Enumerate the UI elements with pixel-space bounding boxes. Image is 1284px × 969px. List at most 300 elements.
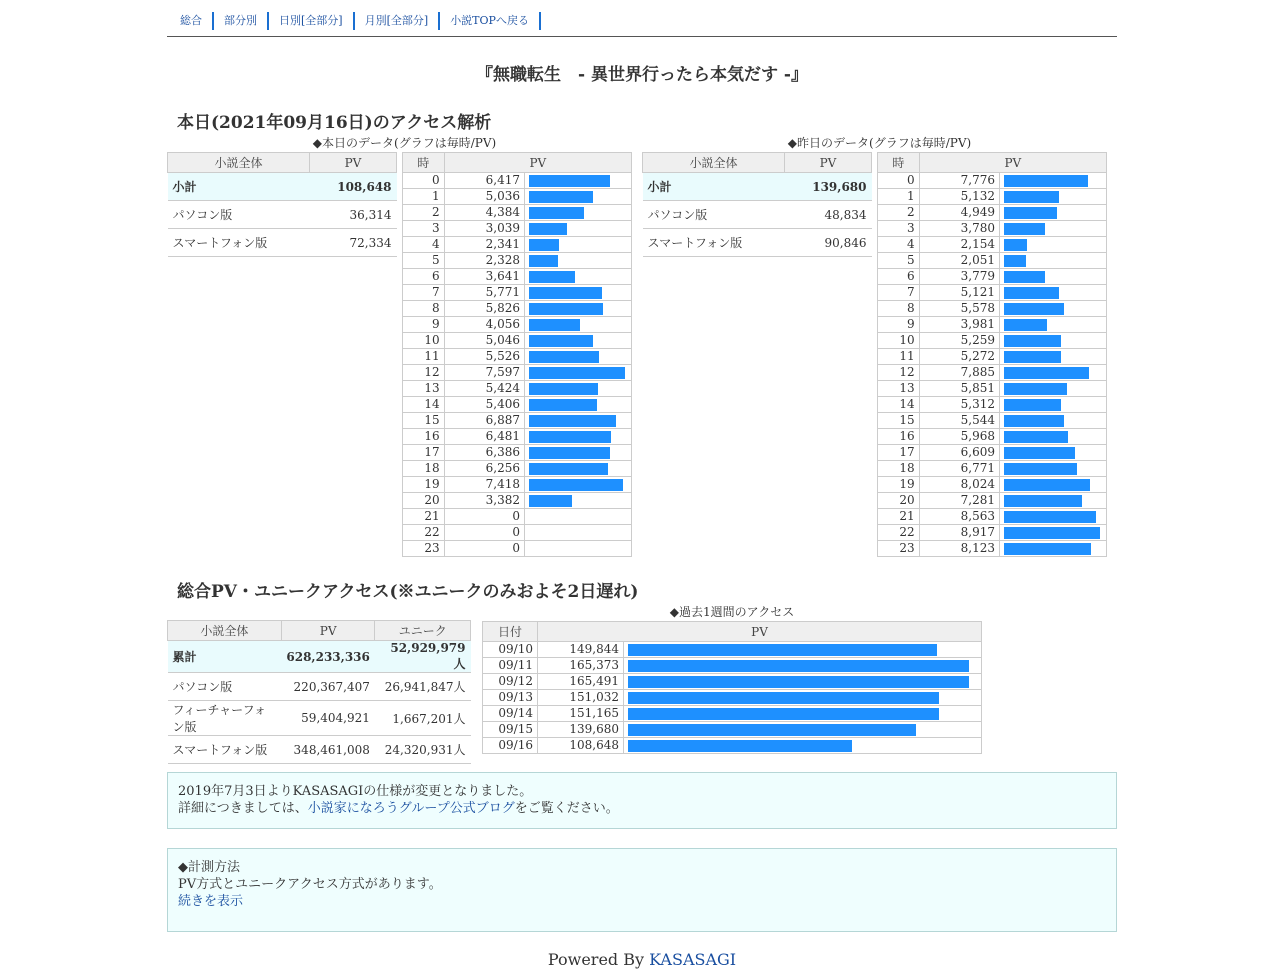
bar-cell <box>525 541 632 557</box>
row-label: 小計 <box>643 173 785 201</box>
yesterday-summary-table <box>642 152 872 257</box>
hour-row <box>878 445 1107 461</box>
hour-pv-cell: 2,341 <box>444 237 524 253</box>
hour-pv-cell: 7,885 <box>919 365 999 381</box>
pv-bar <box>1004 527 1100 539</box>
bar-cell <box>525 173 632 189</box>
bar-cell <box>1000 221 1107 237</box>
today-caption: ◆本日のデータ(グラフは毎時/PV) <box>312 136 497 150</box>
hour-cell: 10 <box>878 333 920 349</box>
summary-row <box>643 229 872 257</box>
row-pv: 90,846 <box>784 229 871 257</box>
summary-row <box>168 173 397 201</box>
week-row <box>483 674 982 690</box>
row-pv: 36,314 <box>309 201 396 229</box>
pv-bar <box>1004 495 1082 507</box>
bar-cell <box>525 205 632 221</box>
hour-row <box>403 253 632 269</box>
hour-row <box>403 205 632 221</box>
row-pv: 59,404,921 <box>281 701 375 736</box>
hour-pv-cell: 5,046 <box>444 333 524 349</box>
pv-bar <box>628 708 939 720</box>
bar-cell <box>525 413 632 429</box>
hour-row <box>403 333 632 349</box>
hour-row <box>878 269 1107 285</box>
hour-pv-cell: 3,981 <box>919 317 999 333</box>
bar-cell <box>1000 413 1107 429</box>
col-header-pv: PV <box>538 622 982 642</box>
pv-bar <box>529 415 616 427</box>
hour-row <box>878 509 1107 525</box>
hour-row <box>403 317 632 333</box>
row-pv: 348,461,008 <box>281 736 375 764</box>
hour-pv-cell: 5,036 <box>444 189 524 205</box>
bar-cell <box>525 189 632 205</box>
pv-bar <box>1004 239 1027 251</box>
bar-cell <box>1000 525 1107 541</box>
row-pv: 628,233,336 <box>281 641 375 673</box>
hour-pv-cell: 4,949 <box>919 205 999 221</box>
hour-pv-cell: 3,779 <box>919 269 999 285</box>
today-summary-table <box>167 152 397 257</box>
col-header-hour: 時 <box>878 153 920 173</box>
hour-pv-cell: 5,826 <box>444 301 524 317</box>
week-row <box>483 722 982 738</box>
hour-cell: 2 <box>403 205 445 221</box>
bar-cell <box>1000 461 1107 477</box>
hour-cell: 9 <box>403 317 445 333</box>
week-caption: ◆過去1週間のアクセス <box>669 605 795 619</box>
pv-bar <box>529 319 580 331</box>
hour-pv-cell: 7,281 <box>919 493 999 509</box>
today-heading: 本日(2021年09月16日)のアクセス解析 <box>177 113 492 133</box>
pv-bar <box>1004 447 1075 459</box>
hour-cell: 19 <box>878 477 920 493</box>
hour-row <box>878 205 1107 221</box>
bar-cell <box>1000 445 1107 461</box>
col-header-pv: PV <box>309 153 396 173</box>
hour-pv-cell: 0 <box>444 541 524 557</box>
hour-row <box>403 237 632 253</box>
bar-cell <box>525 317 632 333</box>
bar-cell <box>1000 365 1107 381</box>
col-header-date: 日付 <box>483 622 538 642</box>
pv-bar <box>529 351 599 363</box>
hour-row <box>878 301 1107 317</box>
row-label: スマートフォン版 <box>168 229 310 257</box>
pv-bar <box>1004 175 1088 187</box>
bar-cell <box>525 381 632 397</box>
bar-cell <box>1000 205 1107 221</box>
hour-cell: 21 <box>403 509 445 525</box>
pv-bar <box>1004 431 1068 443</box>
powered-text: Powered By <box>547 950 650 969</box>
hour-pv-cell: 0 <box>444 509 524 525</box>
hour-pv-cell: 3,780 <box>919 221 999 237</box>
hour-cell: 18 <box>403 461 445 477</box>
col-header-hour: 時 <box>403 153 445 173</box>
bar-cell <box>1000 541 1107 557</box>
total-table <box>167 620 471 764</box>
hour-row <box>878 525 1107 541</box>
hour-pv-cell: 5,851 <box>919 381 999 397</box>
row-label: フィーチャーフォン版 <box>168 701 282 736</box>
hour-pv-cell: 5,968 <box>919 429 999 445</box>
hour-pv-cell: 5,406 <box>444 397 524 413</box>
bar-cell <box>624 658 982 674</box>
bar-cell <box>1000 253 1107 269</box>
hour-row <box>878 381 1107 397</box>
hour-pv-cell: 5,312 <box>919 397 999 413</box>
hour-pv-cell: 0 <box>444 525 524 541</box>
bar-cell <box>1000 269 1107 285</box>
hour-pv-cell: 6,417 <box>444 173 524 189</box>
today-hourly-table <box>402 152 632 557</box>
bar-cell <box>525 397 632 413</box>
hour-cell: 14 <box>878 397 920 413</box>
hour-row <box>403 269 632 285</box>
hour-row <box>403 445 632 461</box>
col-header-pv: PV <box>444 153 631 173</box>
hour-cell: 16 <box>878 429 920 445</box>
pv-bar <box>628 644 937 656</box>
hour-row <box>878 253 1107 269</box>
hour-pv-cell: 5,132 <box>919 189 999 205</box>
notice-line2 <box>178 800 1106 817</box>
hour-pv-cell: 6,887 <box>444 413 524 429</box>
pv-bar <box>1004 415 1064 427</box>
pv-bar <box>529 495 572 507</box>
pv-bar <box>529 463 608 475</box>
week-row <box>483 738 982 754</box>
pv-bar <box>1004 223 1045 235</box>
bar-cell <box>525 365 632 381</box>
pv-bar <box>1004 255 1026 267</box>
pv-bar <box>1004 191 1059 203</box>
row-label: 小計 <box>168 173 310 201</box>
hour-row <box>878 189 1107 205</box>
hour-pv-cell: 5,578 <box>919 301 999 317</box>
pv-bar <box>1004 383 1067 395</box>
summary-row <box>643 173 872 201</box>
pv-bar <box>628 692 939 704</box>
hour-cell: 8 <box>878 301 920 317</box>
hour-pv-cell: 6,609 <box>919 445 999 461</box>
hour-cell: 14 <box>403 397 445 413</box>
row-label: スマートフォン版 <box>168 736 282 764</box>
hour-cell: 21 <box>878 509 920 525</box>
pv-bar <box>1004 511 1096 523</box>
col-header-pv: PV <box>281 621 375 641</box>
nav-link-daily[interactable]: 日別[全部分] <box>269 12 355 30</box>
hour-cell: 3 <box>403 221 445 237</box>
notice-text: をご覧ください。 <box>514 801 619 816</box>
bar-cell <box>525 509 632 525</box>
hour-pv-cell: 2,051 <box>919 253 999 269</box>
pv-bar <box>1004 287 1059 299</box>
bar-cell <box>525 445 632 461</box>
hour-pv-cell: 3,039 <box>444 221 524 237</box>
bar-cell <box>624 642 982 658</box>
notice-line1: 2019年7月3日よりKASASAGIの仕様が変更となりました。 <box>178 784 533 799</box>
hour-pv-cell: 8,123 <box>919 541 999 557</box>
col-header-novel: 小説全体 <box>168 621 282 641</box>
nav-link-by-part[interactable]: 部分別 <box>214 12 269 30</box>
bar-cell <box>525 493 632 509</box>
hour-pv-cell: 7,597 <box>444 365 524 381</box>
nav-link-monthly[interactable]: 月別[全部分] <box>355 12 441 30</box>
hour-row <box>878 413 1107 429</box>
pv-bar <box>1004 351 1061 363</box>
notice-box <box>167 772 1117 829</box>
hour-cell: 6 <box>403 269 445 285</box>
pv-bar <box>1004 399 1061 411</box>
pv-bar <box>1004 271 1045 283</box>
bar-cell <box>1000 301 1107 317</box>
bar-cell <box>525 477 632 493</box>
pv-bar <box>1004 207 1057 219</box>
hour-pv-cell: 4,384 <box>444 205 524 221</box>
yesterday-hourly-table <box>877 152 1107 557</box>
bar-cell <box>525 349 632 365</box>
date-cell: 09/12 <box>483 674 538 690</box>
summary-row <box>168 201 397 229</box>
bar-cell <box>1000 173 1107 189</box>
hour-row <box>878 397 1107 413</box>
method-text: PV方式とユニークアクセス方式があります。 <box>178 877 442 892</box>
week-pv-cell: 108,648 <box>538 738 624 754</box>
row-unique: 26,941,847人 <box>375 673 471 701</box>
hour-row <box>878 285 1107 301</box>
hour-cell: 5 <box>403 253 445 269</box>
hour-row <box>403 365 632 381</box>
hour-row <box>878 365 1107 381</box>
hour-cell: 9 <box>878 317 920 333</box>
week-row <box>483 706 982 722</box>
row-unique: 1,667,201人 <box>375 701 471 736</box>
week-pv-cell: 165,373 <box>538 658 624 674</box>
bar-cell <box>1000 397 1107 413</box>
bar-cell <box>525 221 632 237</box>
hour-pv-cell: 8,024 <box>919 477 999 493</box>
hour-cell: 5 <box>878 253 920 269</box>
hour-pv-cell: 5,121 <box>919 285 999 301</box>
pv-bar <box>628 676 969 688</box>
hour-pv-cell: 7,418 <box>444 477 524 493</box>
method-box <box>167 848 1117 932</box>
bar-cell <box>525 237 632 253</box>
hour-pv-cell: 8,563 <box>919 509 999 525</box>
bar-cell <box>1000 333 1107 349</box>
pv-bar <box>529 175 610 187</box>
pv-bar <box>1004 543 1091 555</box>
week-row <box>483 642 982 658</box>
blog-link[interactable]: 小説家になろうグループ公式ブログ <box>307 801 515 816</box>
bar-cell <box>1000 285 1107 301</box>
hour-cell: 4 <box>403 237 445 253</box>
bar-cell <box>525 253 632 269</box>
pv-bar <box>529 255 558 267</box>
hour-row <box>403 493 632 509</box>
hour-row <box>403 173 632 189</box>
pv-bar <box>529 431 611 443</box>
pv-bar <box>529 367 625 379</box>
summary-row <box>168 229 397 257</box>
hour-row <box>878 541 1107 557</box>
yesterday-caption: ◆昨日のデータ(グラフは毎時/PV) <box>787 136 972 150</box>
pv-bar <box>628 724 916 736</box>
hour-cell: 20 <box>403 493 445 509</box>
col-header-pv: PV <box>919 153 1106 173</box>
bar-cell <box>525 525 632 541</box>
hour-cell: 12 <box>878 365 920 381</box>
hour-row <box>878 429 1107 445</box>
hour-row <box>403 429 632 445</box>
row-label: パソコン版 <box>643 201 785 229</box>
bar-cell <box>624 690 982 706</box>
row-unique: 24,320,931人 <box>375 736 471 764</box>
pv-bar <box>529 239 559 251</box>
bar-cell <box>1000 317 1107 333</box>
date-cell: 09/16 <box>483 738 538 754</box>
hour-pv-cell: 5,544 <box>919 413 999 429</box>
col-header-novel: 小説全体 <box>643 153 785 173</box>
row-unique: 52,929,979人 <box>375 641 471 673</box>
total-row <box>168 673 471 701</box>
week-pv-cell: 139,680 <box>538 722 624 738</box>
kasasagi-link[interactable]: KASASAGI <box>649 950 737 969</box>
bar-cell <box>525 429 632 445</box>
hour-row <box>403 285 632 301</box>
hour-cell: 18 <box>878 461 920 477</box>
novel-title: 『無職転生 - 異世界行ったら本気だす -』 <box>476 65 808 85</box>
week-pv-cell: 151,032 <box>538 690 624 706</box>
bar-cell <box>525 285 632 301</box>
bar-cell <box>624 722 982 738</box>
hour-row <box>878 493 1107 509</box>
row-pv: 72,334 <box>309 229 396 257</box>
pv-bar <box>529 303 603 315</box>
hour-cell: 3 <box>878 221 920 237</box>
hour-cell: 16 <box>403 429 445 445</box>
row-pv: 48,834 <box>784 201 871 229</box>
row-label: 累計 <box>168 641 282 673</box>
col-header-unique: ユニーク <box>375 621 471 641</box>
hour-cell: 11 <box>403 349 445 365</box>
bar-cell <box>1000 349 1107 365</box>
total-row <box>168 701 471 736</box>
bar-cell <box>1000 429 1107 445</box>
row-pv: 108,648 <box>309 173 396 201</box>
hour-cell: 22 <box>403 525 445 541</box>
show-more-link[interactable]: 続きを表示 <box>178 894 244 909</box>
date-cell: 09/10 <box>483 642 538 658</box>
bar-cell <box>1000 189 1107 205</box>
bar-cell <box>624 738 982 754</box>
week-pv-cell: 149,844 <box>538 642 624 658</box>
bar-cell <box>624 706 982 722</box>
date-cell: 09/13 <box>483 690 538 706</box>
hour-row <box>403 381 632 397</box>
pv-bar <box>529 287 602 299</box>
hour-row <box>878 237 1107 253</box>
summary-row <box>643 201 872 229</box>
hour-pv-cell: 6,481 <box>444 429 524 445</box>
bar-cell <box>1000 477 1107 493</box>
hour-row <box>403 301 632 317</box>
hour-cell: 4 <box>878 237 920 253</box>
pv-bar <box>628 660 969 672</box>
pv-bar <box>529 191 593 203</box>
hour-cell: 23 <box>403 541 445 557</box>
bar-cell <box>525 461 632 477</box>
hour-cell: 13 <box>403 381 445 397</box>
pv-bar <box>529 447 610 459</box>
hour-cell: 11 <box>878 349 920 365</box>
row-label: スマートフォン版 <box>643 229 785 257</box>
pv-bar <box>1004 367 1089 379</box>
week-table <box>482 621 982 754</box>
pv-bar <box>529 223 567 235</box>
hour-cell: 15 <box>403 413 445 429</box>
hour-row <box>878 477 1107 493</box>
week-row <box>483 658 982 674</box>
hour-pv-cell: 5,259 <box>919 333 999 349</box>
nav-link-overall[interactable]: 総合 <box>167 12 214 30</box>
bar-cell <box>1000 237 1107 253</box>
hour-cell: 17 <box>403 445 445 461</box>
row-pv: 220,367,407 <box>281 673 375 701</box>
hour-row <box>403 397 632 413</box>
powered-by <box>167 950 1117 969</box>
row-label: パソコン版 <box>168 201 310 229</box>
hour-pv-cell: 3,641 <box>444 269 524 285</box>
hour-pv-cell: 6,256 <box>444 461 524 477</box>
pv-bar <box>529 399 597 411</box>
pv-bar <box>529 479 623 491</box>
hour-cell: 12 <box>403 365 445 381</box>
hour-row <box>403 525 632 541</box>
hour-cell: 8 <box>403 301 445 317</box>
pv-bar <box>1004 303 1064 315</box>
pv-bar <box>1004 479 1090 491</box>
nav-link-novel-top[interactable]: 小説TOPへ戻る <box>440 12 541 30</box>
hour-cell: 6 <box>878 269 920 285</box>
hour-row <box>403 509 632 525</box>
week-pv-cell: 165,491 <box>538 674 624 690</box>
hour-row <box>403 413 632 429</box>
pv-bar <box>1004 463 1077 475</box>
hour-row <box>403 461 632 477</box>
bar-cell <box>1000 493 1107 509</box>
pv-bar <box>529 335 593 347</box>
total-row <box>168 736 471 764</box>
hour-row <box>878 221 1107 237</box>
hour-cell: 15 <box>878 413 920 429</box>
hour-cell: 10 <box>403 333 445 349</box>
col-header-pv: PV <box>784 153 871 173</box>
hour-cell: 13 <box>878 381 920 397</box>
week-pv-cell: 151,165 <box>538 706 624 722</box>
date-cell: 09/15 <box>483 722 538 738</box>
hour-row <box>878 461 1107 477</box>
hour-row <box>403 349 632 365</box>
hour-cell: 7 <box>403 285 445 301</box>
hour-pv-cell: 5,526 <box>444 349 524 365</box>
hour-row <box>403 189 632 205</box>
hour-pv-cell: 4,056 <box>444 317 524 333</box>
bar-cell <box>525 333 632 349</box>
